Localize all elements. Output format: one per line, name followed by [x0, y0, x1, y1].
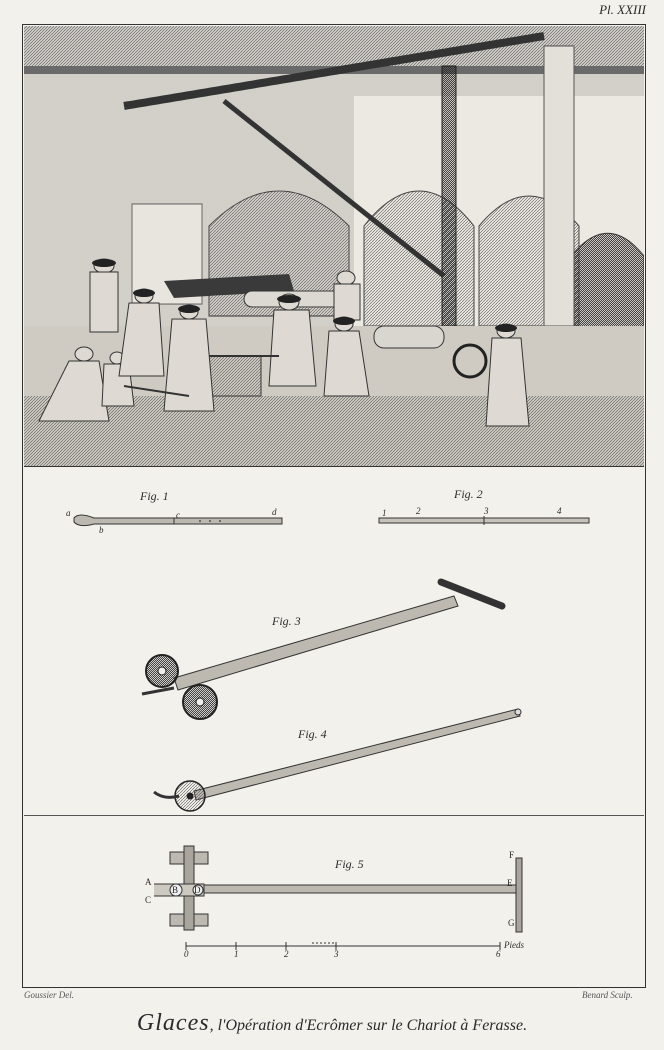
fig5-letter-g: G — [508, 918, 515, 928]
fig5-letter-b: B — [172, 885, 179, 895]
fig3-wheeled-rake — [142, 582, 502, 719]
scale-tick-0: 0 — [184, 949, 189, 959]
fig2-rod-tool — [379, 516, 589, 525]
scale-tick-3: 3 — [334, 949, 339, 959]
fig1-label: Fig. 1 — [140, 489, 169, 503]
fig2-label: Fig. 2 — [454, 487, 483, 501]
engraver-credit: Benard Sculp. — [582, 990, 633, 1000]
fig5-letter-d: D — [194, 885, 201, 895]
fig1-letter-d: d — [272, 507, 277, 517]
scale-tick-6: 6 — [496, 949, 501, 959]
plate-title-main: Glaces — [136, 1010, 210, 1036]
fig1-letter-c: c — [176, 510, 180, 520]
drawer-credit: Goussier Del. — [24, 990, 74, 1000]
fig5-label: Fig. 5 — [335, 857, 364, 871]
fig2-number-3: 3 — [484, 506, 489, 516]
fig2-number-1: 1 — [382, 508, 387, 518]
scale-tick-2: 2 — [284, 949, 289, 959]
fig2-number-2: 2 — [416, 506, 421, 516]
scale-unit: Pieds — [504, 940, 524, 950]
plate-number: Pl. XXIII — [599, 2, 646, 17]
tools-diagrams — [24, 466, 644, 986]
fig4-label: Fig. 4 — [298, 727, 327, 741]
fig2-number-4: 4 — [557, 506, 562, 516]
fig5-letter-c: C — [145, 895, 152, 905]
workshop-engraving — [24, 26, 644, 467]
scale-tick-1: 1 — [234, 949, 239, 959]
fig5-letter-a: A — [145, 877, 152, 887]
fig5-letter-f: F — [509, 850, 515, 860]
plate-title-sub: , l'Opération d'Ecrômer sur le Chariot à Ferasse. — [209, 1017, 528, 1034]
fig1-letter-b: b — [99, 525, 104, 535]
workshop-scene-illustration — [24, 26, 644, 466]
fig3-label: Fig. 3 — [272, 614, 301, 628]
plate-title — [0, 1010, 664, 1037]
fig4-wheeled-bar — [154, 709, 521, 811]
fig1-letter-a: a — [66, 508, 71, 518]
fig5-letter-e: E — [507, 878, 513, 888]
section-divider — [24, 815, 644, 816]
